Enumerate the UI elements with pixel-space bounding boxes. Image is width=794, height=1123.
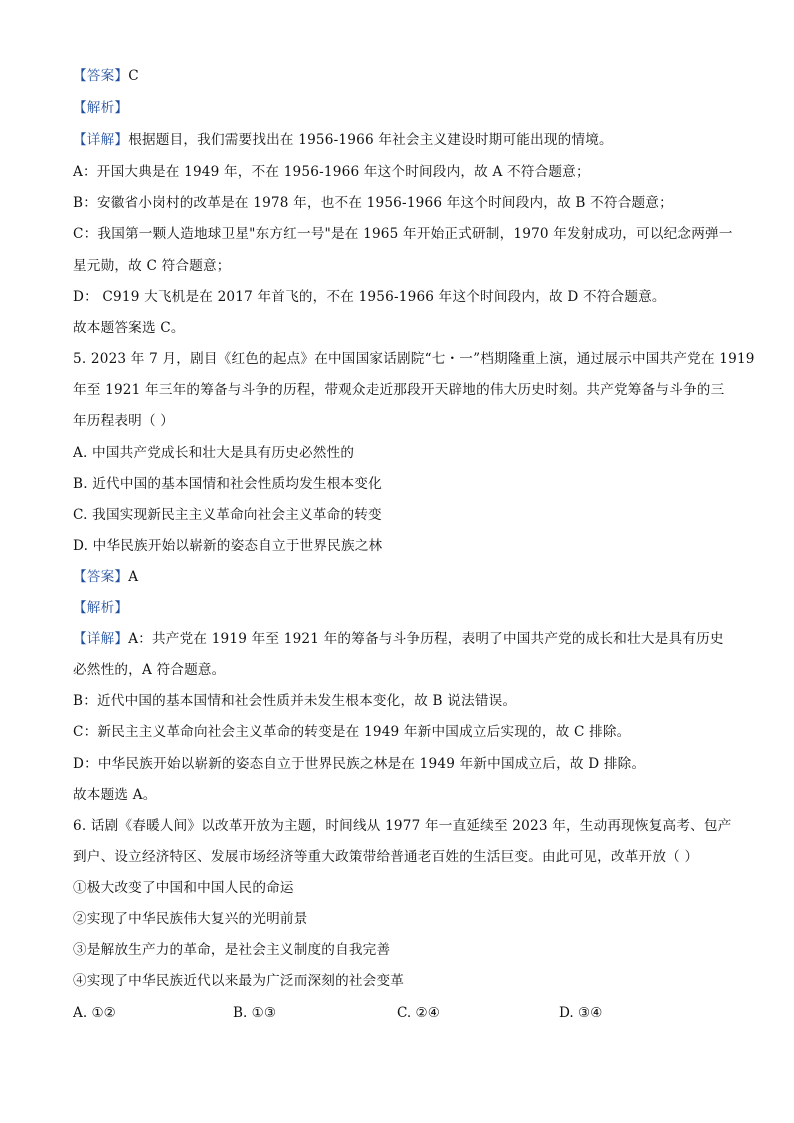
answer-tag: 【答案】 [73, 68, 129, 84]
q5-explain-line: B：近代中国的基本国情和社会性质并未发生根本变化，故 B 说法错误。 [73, 693, 517, 709]
detail-text: A：共产党在 1919 年至 1921 年的筹备与斗争历程，表明了中国共产党的成长和壮大是具有历史 [128, 631, 724, 647]
q4-explain-line: C：我国第一颗人造地球卫星"东方红一号"是在 1965 年开始正式研制，1970 年发射成功，可以纪念两弹一 [73, 226, 733, 242]
q5-analysis-line [73, 598, 128, 618]
q5-explain-line: 必然性的，A 符合题意。 [73, 662, 226, 678]
q5-explain-line: D：中华民族开始以崭新的姿态自立于世界民族之林是在 1949 年新中国成立后，故 D 排除。 [73, 756, 646, 772]
q6-choice-d: D. ③④ [559, 1005, 603, 1021]
q6-statement-4: ④实现了中华民族近代以来最为广泛而深刻的社会变革 [73, 973, 405, 989]
q4-explain-line: A：开国大典是在 1949 年，不在 1956-1966 年这个时间段内，故 A 不符合题意； [73, 164, 590, 180]
answer-value: C [128, 68, 139, 84]
q6-stem-line: 6. 话剧《春暖人间》以改革开放为主题，时间线从 1977 年一直延续至 2023 年，生动再现恢复高考、包产 [73, 818, 732, 834]
analysis-tag: 【解析】 [73, 600, 129, 616]
q5-option-a: A. 中国共产党成长和壮大是具有历史必然性的 [73, 445, 355, 461]
detail-text: 根据题目，我们需要找出在 1956-1966 年社会主义建设时期可能出现的情境。 [128, 132, 613, 148]
q6-statement-2: ②实现了中华民族伟大复兴的光明前景 [73, 911, 308, 927]
q6-statement-1: ①极大改变了中国和中国人民的命运 [73, 880, 294, 896]
q5-explain-line: C：新民主主义革命向社会主义革命的转变是在 1949 年新中国成立后实现的，故 C 排除。 [73, 724, 631, 740]
q6-statement-3: ③是解放生产力的革命，是社会主义制度的自我完善 [73, 942, 391, 958]
q5-option-d: D. 中华民族开始以崭新的姿态自立于世界民族之林 [73, 538, 383, 554]
q5-detail-line [73, 629, 724, 649]
q6-choice-c: C. ②④ [397, 1005, 440, 1021]
q5-stem-line: 5. 2023 年 7 月，剧目《红色的起点》在中国国家话剧院“七・一”档期隆重上演，通过展示中国共产党在 1919 [73, 351, 755, 367]
q5-answer-line [73, 567, 138, 587]
q4-explain-line: D： C919 大飞机是在 2017 年首飞的，不在 1956-1966 年这个时间段内，故 D 不符合题意。 [73, 289, 666, 305]
q5-option-c: C. 我国实现新民主主义革命向社会主义革命的转变 [73, 507, 382, 523]
q4-explain-line: 星元勋，故 C 符合题意； [73, 258, 231, 274]
answer-value: A [128, 569, 139, 585]
q4-conclusion-line: 故本题答案选 C。 [73, 320, 185, 336]
detail-tag: 【详解】 [73, 631, 129, 647]
analysis-tag: 【解析】 [73, 100, 129, 116]
detail-tag: 【详解】 [73, 132, 129, 148]
q5-stem-line: 年至 1921 年三年的筹备与斗争的历程，带观众走近那段开天辟地的伟大历史时刻。共产党筹备与斗争的三 [73, 382, 725, 398]
q4-answer-line [73, 66, 139, 86]
q6-choices-row [73, 1003, 733, 1023]
answer-tag: 【答案】 [73, 569, 129, 585]
q5-stem-line: 年历程表明（ ） [73, 413, 175, 429]
q6-choice-a: A. ①② [73, 1005, 116, 1021]
q4-explain-line: B：安徽省小岗村的改革是在 1978 年，也不在 1956-1966 年这个时间段内，故 B 不符合题意； [73, 195, 673, 211]
q5-conclusion-line: 故本题选 A。 [73, 787, 157, 803]
q6-stem-line: 到户、设立经济特区、发展市场经济等重大政策带给普通老百姓的生活巨变。由此可见，改革开放（ ） [73, 849, 699, 865]
q4-analysis-line [73, 98, 128, 118]
q4-detail-line [73, 130, 613, 150]
q5-option-b: B. 近代中国的基本国情和社会性质均发生根本变化 [73, 476, 382, 492]
q6-choice-b: B. ①③ [233, 1005, 277, 1021]
